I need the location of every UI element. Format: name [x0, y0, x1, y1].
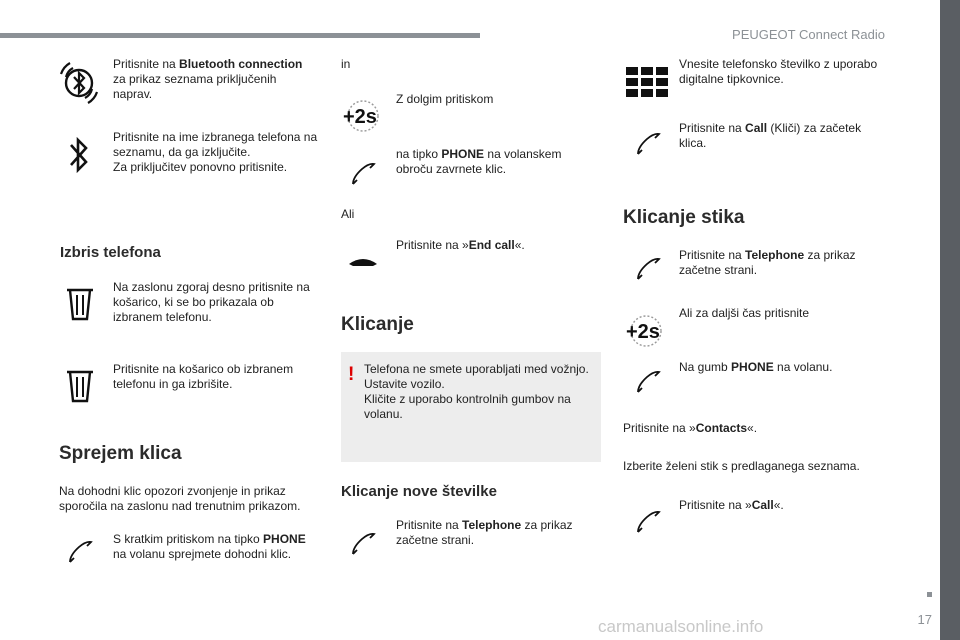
phone-icon: [350, 160, 376, 188]
answer-call-text: S kratkim pritiskom na tipko PHONE na volanu sprejmete dohodni klic.: [113, 532, 306, 561]
heading-klicanje: Klicanje: [341, 314, 414, 335]
sidebar-strip: [940, 0, 960, 640]
phone-icon: [635, 508, 661, 536]
call-contact-text: Pritisnite na »Call«.: [679, 498, 784, 512]
warning-icon: !: [348, 364, 355, 385]
long-press-2s-icon: [624, 314, 664, 348]
trash-icon: [66, 287, 94, 321]
warning-text: Telefona ne smete uporabljati med vožnjo. Ustavite vozilo. Kličite z uporabo kontrolnih gumbov na volanu.: [364, 362, 589, 421]
reject-call-text: na tipko PHONE na volanskem obroču zavrnete klic.: [396, 147, 562, 176]
disconnect-text: Pritisnite na ime izbranega telefona na seznamu, da ga izključite. Za priključitev ponovno pritisnite.: [113, 130, 318, 174]
svg-text:+2s: +2s: [626, 321, 660, 343]
select-contact-text: Izberite želeni stik s predlaganega seznama.: [623, 459, 860, 473]
end-call-icon: [347, 254, 379, 268]
keypad-text: Vnesite telefonsko številko z uporabo digitalne tipkovnice.: [679, 57, 878, 86]
watermark: carmanualsonline.info: [598, 617, 764, 636]
trash-text-2: Pritisnite na košarico ob izbranem telefonu in ga izbrišite.: [113, 362, 294, 391]
text-ali: Ali: [341, 207, 355, 221]
heading-izbris-telefona: Izbris telefona: [60, 244, 161, 261]
phone-icon: [635, 255, 661, 283]
long-press-text-2: Ali za daljši čas pritisnite: [679, 306, 810, 320]
heading-klicanje-nove-stevilke: Klicanje nove številke: [341, 483, 497, 500]
contacts-text: Pritisnite na »Contacts«.: [623, 421, 758, 435]
page-bullet: [927, 592, 932, 597]
phone-button-text: Na gumb PHONE na volanu.: [679, 360, 833, 374]
telephone-text-2: Pritisnite na Telephone za prikaz začetne strani.: [679, 248, 856, 277]
telephone-text-1: Pritisnite na Telephone za prikaz začetne strani.: [396, 518, 573, 547]
long-press-text: Z dolgim pritiskom: [396, 92, 494, 106]
end-call-text: Pritisnite na »End call«.: [396, 238, 525, 252]
phone-icon: [635, 368, 661, 396]
svg-text:+2s: +2s: [343, 106, 377, 128]
keypad-icon: [626, 67, 668, 97]
heading-sprejem-klica: Sprejem klica: [59, 443, 182, 464]
heading-klicanje-stika: Klicanje stika: [623, 207, 745, 228]
page-header: PEUGEOT Connect Radio: [732, 27, 885, 42]
trash-icon: [66, 369, 94, 403]
phone-icon: [350, 530, 376, 558]
sprejem-text: Na dohodni klic opozori zvonjenje in prikaz sporočila na zaslonu nad trenutnim prikazom.: [59, 484, 301, 513]
phone-icon: [635, 130, 661, 158]
text-in: in: [341, 57, 351, 71]
call-text: Pritisnite na Call (Kliči) za začetek klica.: [679, 121, 862, 150]
header-bar: [0, 33, 480, 38]
phone-icon: [67, 538, 93, 566]
page-number: 17: [917, 612, 932, 627]
trash-text-1: Na zaslonu zgoraj desno pritisnite na košarico, ki se bo prikazala ob izbranem telefonu.: [113, 280, 310, 324]
bluetooth-connection-text: Pritisnite na Bluetooth connection za prikaz seznama priključenih naprav.: [113, 57, 303, 101]
bluetooth-icon: [68, 135, 90, 175]
long-press-2s-icon: [341, 99, 381, 133]
bluetooth-connection-icon: [58, 60, 100, 106]
